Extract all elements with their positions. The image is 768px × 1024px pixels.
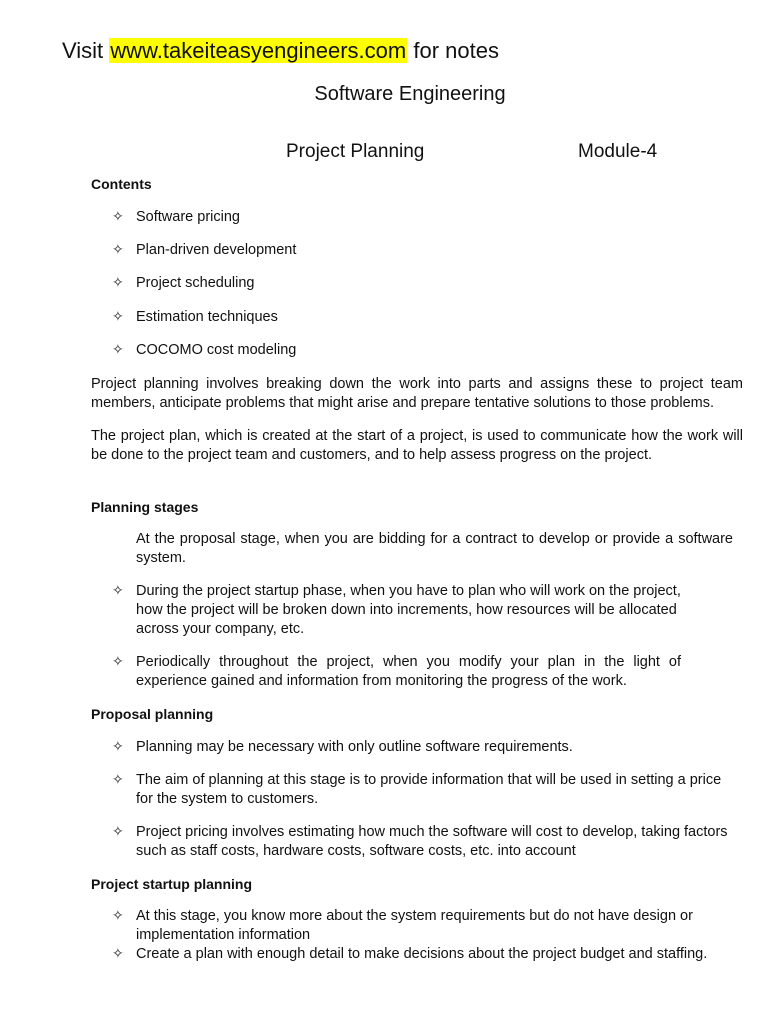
list-item: ✧ Planning may be necessary with only outline software requirements.	[112, 739, 573, 755]
startup-planning-list	[112, 907, 744, 964]
module-label: Module-4	[578, 141, 658, 162]
star-bullet-icon: ✧	[112, 209, 124, 225]
list-item: ✧ Project scheduling	[112, 275, 255, 291]
star-bullet-icon: ✧	[112, 309, 124, 325]
planning-stages-list	[112, 582, 712, 691]
website-link[interactable]: www.takeiteasyengineers.com	[110, 38, 407, 63]
list-item: ✧ Project pricing involves estimating how much the software will cost to develop, taking factors such as staff costs, hardware costs, software costs, etc. into account	[112, 824, 728, 859]
list-item: ✧ Plan-driven development	[112, 242, 297, 258]
intro-paragraph: Project planning involves breaking down the work into parts and assigns these to project team members, anticipate problems that might arise and prepare tentative solutions to those problems.	[91, 376, 743, 411]
list-item: ✧ At this stage, you know more about the system requirements but do not have design or implementation information	[112, 908, 693, 943]
star-bullet-icon: ✧	[112, 583, 124, 599]
contents-list	[112, 208, 296, 360]
proposal-planning-list	[112, 738, 737, 861]
star-bullet-icon: ✧	[112, 342, 124, 358]
star-bullet-icon: ✧	[112, 946, 124, 962]
list-item: ✧ The aim of planning at this stage is to provide information that will be used in setting a price for the system to customers.	[112, 772, 722, 807]
contents-heading: Contents	[91, 176, 152, 192]
list-item: ✧ Periodically throughout the project, when you modify your plan in the light of experience gained and information from monitoring the progress of the work.	[112, 654, 681, 689]
document-title: Software Engineering	[314, 83, 506, 105]
startup-planning-heading: Project startup planning	[91, 876, 253, 892]
list-item: ✧ Software pricing	[112, 209, 240, 225]
visit-prefix: Visit	[62, 38, 104, 63]
proposal-planning-heading: Proposal planning	[91, 706, 214, 722]
star-bullet-icon: ✧	[112, 908, 124, 924]
list-item: ✧ Create a plan with enough detail to make decisions about the project budget and staffing.	[112, 946, 708, 962]
list-item: ✧ Estimation techniques	[112, 309, 278, 325]
proposal-stage-text: At the proposal stage, when you are bidding for a contract to develop or provide a software system.	[136, 531, 733, 566]
list-item: ✧ COCOMO cost modeling	[112, 342, 297, 358]
star-bullet-icon: ✧	[112, 242, 124, 258]
star-bullet-icon: ✧	[112, 772, 124, 788]
star-bullet-icon: ✧	[112, 654, 124, 670]
visit-banner	[62, 36, 499, 66]
section-title: Project Planning	[286, 141, 425, 162]
list-item: ✧ During the project startup phase, when you have to plan who will work on the project, how the project will be broken down into increments, how resources will be allocated across your company, etc.	[112, 583, 681, 637]
planning-stages-heading: Planning stages	[91, 499, 199, 515]
project-plan-paragraph: The project plan, which is created at the start of a project, is used to communicate how the work will be done to the project team and customers, and to help assess progress on the project.	[91, 428, 743, 463]
star-bullet-icon: ✧	[112, 824, 124, 840]
visit-suffix: for notes	[413, 38, 499, 63]
star-bullet-icon: ✧	[112, 275, 124, 291]
star-bullet-icon: ✧	[112, 739, 124, 755]
